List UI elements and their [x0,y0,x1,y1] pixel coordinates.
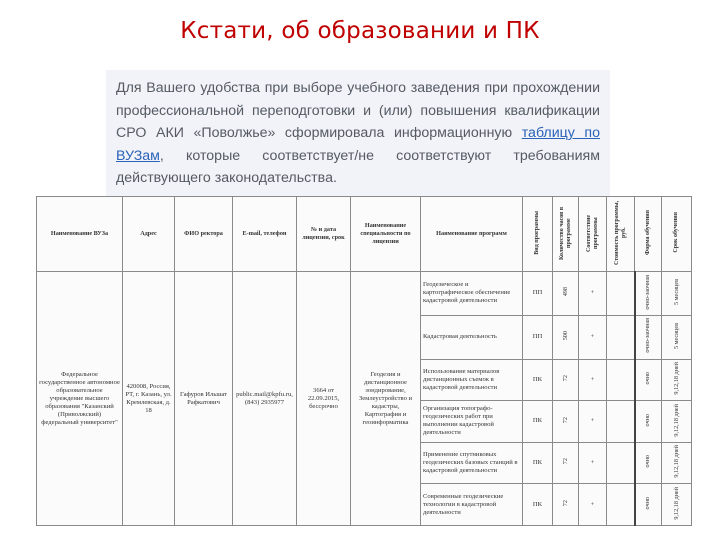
program-hours [553,315,579,359]
header-form [635,197,662,272]
program-form [635,484,662,526]
program-form-text: очно [644,413,652,427]
header-program: Наименование программ [421,197,523,272]
program-name: Кадастровая деятельность [421,315,523,359]
header-university: Наименование ВУЗа [37,197,123,272]
header-hours-text: Количество часов в программе [558,205,572,260]
program-hours [553,359,579,401]
program-form [635,442,662,484]
program-duration-text: 9,12,18 дней [672,445,680,478]
program-form-text: очно-заочная [644,318,652,353]
university-rector: Гафуров Ильшат Рафкатович [175,272,233,526]
program-hours-text: 72 [561,458,569,465]
program-cost [607,401,635,443]
program-duration [662,401,692,443]
university-license: 3664 от 22.09.2015, бессрочно [297,272,351,526]
header-program-type [523,197,553,272]
program-hours [553,272,579,316]
program-duration [662,442,692,484]
table-header-row [37,197,692,272]
header-specialties: Наименование специальности по лицензии [351,197,421,272]
info-notice [106,70,610,198]
slide-title: Кстати, об образовании и ПК [180,18,540,44]
header-duration [662,197,692,272]
universities-table-image [36,196,691,526]
program-compliance: + [579,272,607,316]
header-program-type-text: Вид программы [534,210,540,255]
header-rector: ФИО ректора [175,197,233,272]
program-compliance: + [579,484,607,526]
program-form-text: очно [644,496,652,510]
header-form-text: Форма обучения [644,210,651,255]
program-duration-text: 5 месяцев [672,278,680,305]
program-form [635,401,662,443]
universities-table [36,196,692,526]
program-compliance: + [579,442,607,484]
program-cost [607,315,635,359]
program-name: Использование материалов дистанционных съемок в кадастровой деятельности [421,359,523,401]
program-hours-text: 72 [561,500,569,507]
specialty-item: Геодезия и дистанционное зондирование, [364,370,407,394]
universities-table-link[interactable]: таблицу по ВУЗам [116,125,600,164]
header-hours [553,197,579,272]
program-compliance: + [579,359,607,401]
program-cost [607,272,635,316]
program-form [635,272,662,316]
university-address: 420008, Россия, РТ, г. Казань, ул. Кремлевская, д. 18 [123,272,175,526]
program-hours [553,442,579,484]
program-duration-text: 5 месяцев [672,322,680,349]
program-cost [607,484,635,526]
program-hours-text: 500 [561,331,569,341]
program-type: ПК [523,484,553,526]
program-compliance: + [579,315,607,359]
program-duration [662,272,692,316]
program-duration [662,484,692,526]
program-cost [607,442,635,484]
header-compliance [579,197,607,272]
specialty-item: Картография и геоинформатика [362,410,409,426]
program-hours [553,484,579,526]
program-name: Современные геодезические технологии в кадастровой деятельности [421,484,523,526]
program-type: ПП [523,315,553,359]
program-type: ПК [523,442,553,484]
header-address: Адрес [123,197,175,272]
header-compliance-text: Соответствие программы [585,213,599,252]
header-cost [607,197,635,272]
program-compliance: + [579,401,607,443]
program-duration [662,315,692,359]
specialty-item: Землеустройство и кадастры, [358,394,413,410]
header-duration-text: Срок обучения [673,212,679,253]
program-duration [662,359,692,401]
notice-text-before: Для Вашего удобства при выборе учебного заведения при прохождении профессиональной переподготовки и (или) повышения квалификации СРО АКИ «Поволжье» сформировала информационную [116,80,600,142]
notice-text-after: , которые соответствует/не соответствуют требованиям действующего законодательства. [116,147,600,187]
program-cost [607,359,635,401]
university-name: Федеральное государственное автономное образовательное учреждение высшего образования "Казанский (Приволжский) федеральный университет" [37,272,123,526]
program-form [635,315,662,359]
program-type: ПП [523,272,553,316]
program-name: Геодезическое и картографическое обеспечение кадастровой деятельности [421,272,523,316]
header-contacts: E-mail, телефон [233,197,297,272]
program-form [635,359,662,401]
program-hours-text: 72 [561,416,569,424]
program-form-text: очно-заочная [644,274,652,310]
program-duration-text: 9,12,18 дней [672,486,680,520]
program-form-text: очно [644,372,652,385]
table-row [37,272,692,316]
program-hours-text: 72 [561,375,569,382]
program-name: Организация топографо-геодезических работ при выполнении кадастровой деятельности [421,401,523,443]
program-type: ПК [523,359,553,401]
program-hours-text: 498 [561,287,569,297]
program-hours [553,401,579,443]
university-contacts: public.mail@kpfu.ru, (843) 2935977 [233,272,297,526]
program-duration-text: 9,12,18 дней [672,403,680,437]
program-name: Применение спутниковых геодезических базовых станций в кадастровой деятельности [421,442,523,484]
header-cost-text: Стоимость программы, руб. [613,200,627,265]
program-type: ПК [523,401,553,443]
program-duration-text: 9,12,18 дней [672,362,680,395]
header-license: № и дата лицензии, срок [297,197,351,272]
university-specialties [351,272,421,526]
program-form-text: очно [644,455,652,468]
